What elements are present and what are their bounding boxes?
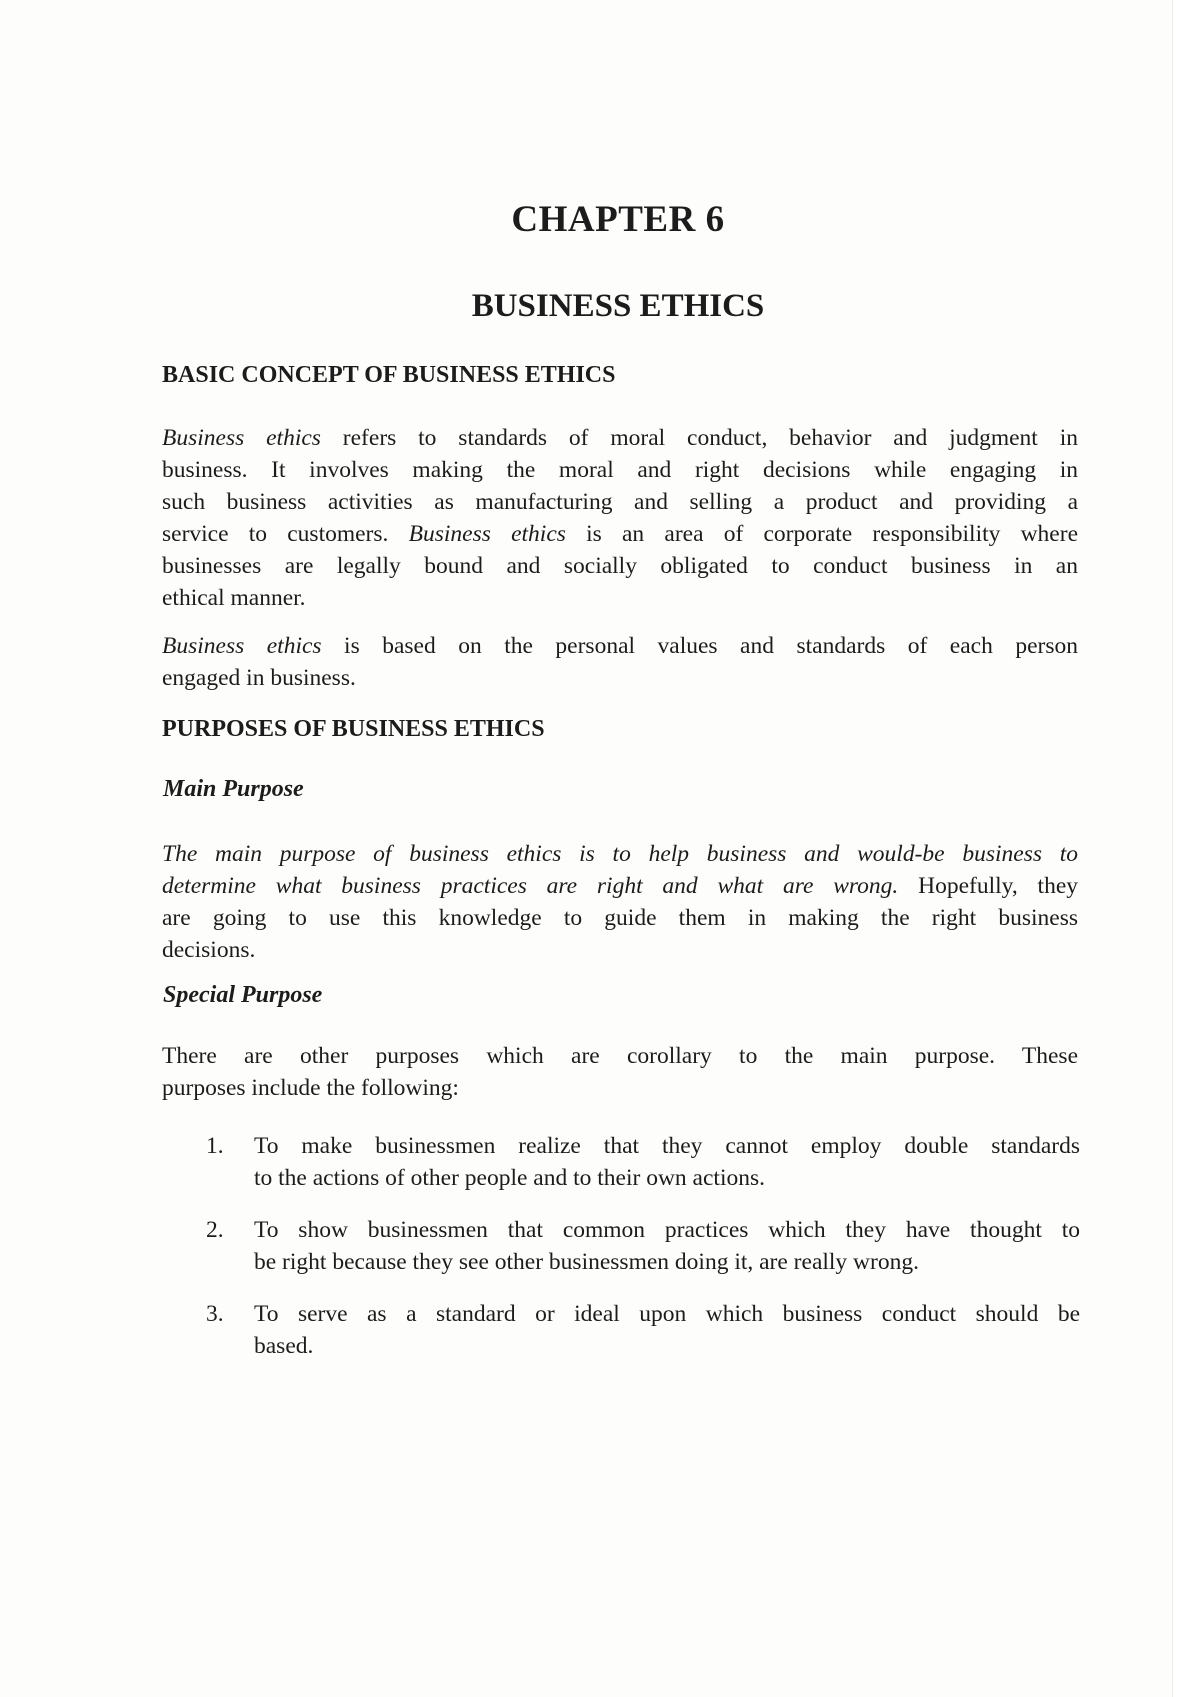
term-business-ethics: Business ethics [162,425,321,451]
text-fragment: Hopefully, they [898,873,1079,899]
chapter-title: BUSINESS ETHICS [471,288,765,324]
section-heading-basic-concept: BASIC CONCEPT OF BUSINESS ETHICS [162,362,616,388]
paragraph-line: decisions. [162,937,256,963]
paragraph-line: To serve as a standard or ideal upon which business conduct should be [254,1301,1080,1327]
paragraph-basic-concept-1 [162,422,1078,614]
paragraph-basic-concept-2 [162,630,1078,694]
list-item-number: 1. [206,1133,224,1159]
paragraph-line [162,630,1078,662]
list-item [206,1130,1080,1194]
paragraph-line: business. It involves making the moral and right decisions while engaging in [162,457,1078,483]
list-item-text [254,1214,1080,1278]
text-fragment: determine what business practices are right and what are wrong. [162,873,899,899]
paragraph-line: There are other purposes which are corollary to the main purpose. These [162,1043,1078,1069]
list-item [206,1298,1080,1362]
page-edge [1172,0,1200,1697]
subheading-main-purpose: Main Purpose [163,776,304,802]
text-fragment: The main purpose of business ethics is to help business and would-be business to [162,841,1078,867]
list-item-number: 2. [206,1217,224,1243]
paragraph-line [162,870,1078,902]
paragraph-line: To show businessmen that common practices which they have thought to [254,1217,1080,1243]
list-item-text [254,1298,1080,1362]
term-business-ethics: Business ethics [162,633,322,659]
chapter-number: CHAPTER 6 [511,199,725,240]
paragraph-line [162,838,1078,870]
list-item-number: 3. [206,1301,224,1327]
paragraph-line: such business activities as manufacturing and selling a product and providing a [162,489,1078,515]
paragraph-line: are going to use this knowledge to guide them in making the right business [162,905,1078,931]
paragraph-line: ethical manner. [162,585,306,611]
paragraph-main-purpose [162,838,1078,966]
paragraph-line: To make businessmen realize that they cannot employ double standards [254,1133,1080,1159]
paragraph-line: businesses are legally bound and socially obligated to conduct business in an [162,553,1078,579]
paragraph-line [162,422,1078,454]
paragraph-line: engaged in business. [162,665,356,691]
paragraph-special-purpose-intro [162,1040,1078,1104]
special-purposes-list [206,1130,1080,1382]
subheading-special-purpose: Special Purpose [163,982,323,1008]
paragraph-line [162,518,1078,550]
text-fragment: is based on the personal values and standards of each person [321,633,1078,659]
text-fragment: is an area of corporate responsibility where [565,521,1078,547]
text-fragment: service to customers. [162,521,409,547]
section-heading-purposes: PURPOSES OF BUSINESS ETHICS [162,716,545,742]
term-business-ethics: Business ethics [408,521,566,547]
paragraph-line: to the actions of other people and to their own actions. [254,1165,765,1191]
paragraph-line: be right because they see other businessmen doing it, are really wrong. [254,1249,919,1275]
paragraph-line: based. [254,1333,314,1359]
list-item [206,1214,1080,1278]
text-fragment: refers to standards of moral conduct, behavior and judgment in [320,425,1078,451]
list-item-text [254,1130,1080,1194]
paragraph-line: purposes include the following: [162,1075,459,1101]
